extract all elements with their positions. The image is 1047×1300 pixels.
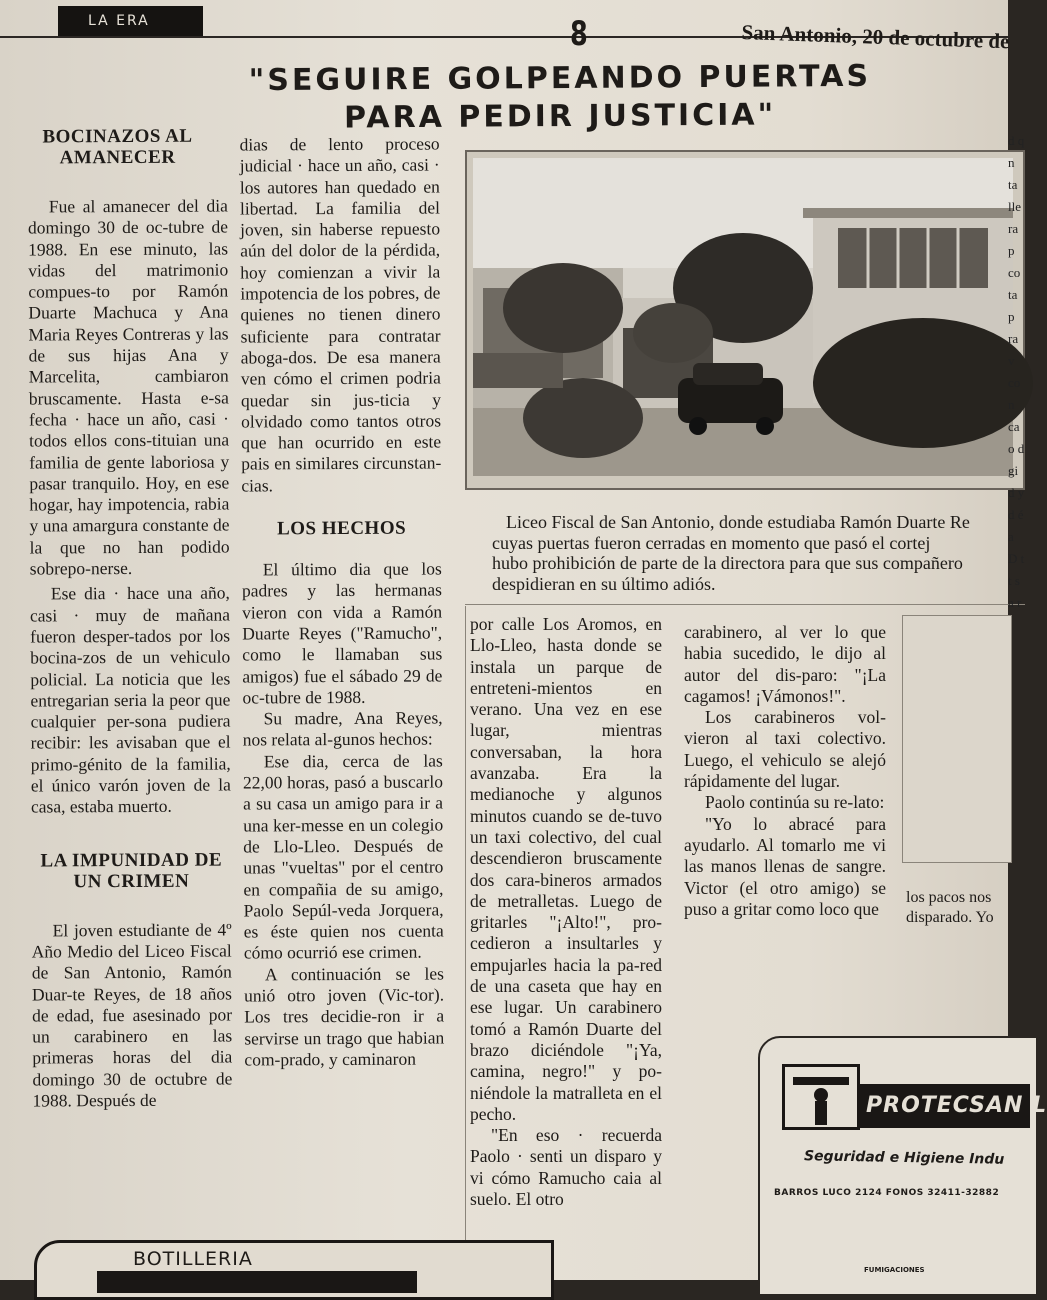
headline-line-2: PARA PEDIR JUSTICIA" [343, 97, 777, 136]
paragraph: El joven estudiante de 4º Año Medio del Liceo Fiscal de San Antonio, Ramón Duar-te Reyes, de 18 años de edad, fue asesinado por un carabinero en las primeras horas del dia domingo 30 de octubre de 1988. Después de [31, 919, 233, 1111]
caption-line: cuyas puertas fueron cerradas en momento que pasó el cortej [492, 532, 931, 553]
subheading-los-hechos: LOS HECHOS [277, 517, 407, 540]
botilleria-label: BOTILLERIA [133, 1248, 253, 1270]
protecsan-services: FUMIGACIONES [864, 1266, 925, 1274]
article-column-3 [470, 614, 662, 1210]
paragraph: carabinero, al ver lo que habia sucedido, le dijo al autor del dis-paro: "¡La cagamos! ¡Vámonos!". [684, 622, 886, 706]
caption-line: Liceo Fiscal de San Antonio, donde estudiaba Ramón Duarte Re [506, 512, 970, 532]
caption-line: hubo prohibición de parte de la directora para que sus compañero [492, 553, 963, 573]
photo-caption [492, 512, 1022, 594]
headline-line-1: "SEGUIRE GOLPEANDO PUERTAS [248, 58, 872, 99]
protecsan-address: BARROS LUCO 2124 FONOS 32411-32882 [774, 1188, 1000, 1198]
column-rule [465, 606, 466, 1266]
paragraph: A continuación se les unió otro joven (Vic-tor). Los tres decidie-ron ir a servirse un trago que habian com-prado, y caminaron [244, 963, 445, 1070]
paragraph: Su madre, Ana Reyes, nos relata al-gunos hechos: [242, 707, 443, 750]
paragraph: Ese dia, cerca de las 22,00 horas, pasó a buscarlo a su casa un amigo para ir a una ker-messe en un colegio de Llo-Lleo. Después de unas "vueltas" por el centro en compañia de su amigo, Paolo Sepúl-veda Jorquera, es éste quien nos cuenta cómo ocurrió ese crimen. [242, 750, 444, 963]
paragraph: dias de lento proceso judicial · hace un año, casi · los autores han quedado en libertad. La familia del joven, sin haberse repuesto aún del dolor de la pérdida, hoy comienzan a vivir la impotencia de los pobres, de quienes no tienen dinero suficiente para contratar aboga-dos. De esa manera ven cómo el crimen podria quedar sin jus-ticia y olvidado como tantos otros que han ocurrido en este pais en similares circunstan-cias. [239, 133, 442, 496]
side-box [902, 615, 1012, 863]
paragraph: Los carabineros vol-vieron al taxi colectivo. Luego, el vehiculo se alejó rápidamente del lugar. [684, 707, 886, 792]
paragraph: por calle Los Aromos, en Llo-Lleo, hasta donde se instala un parque de entreteni-mientos en verano. Una vez en ese lugar, mientras conversaban, la hora avanzaba. Era la medianoche y algunos minutos cuando se de-tuvo un taxi colectivo, del cual descendieron bruscamente dos cara-bineros armados de metralletas. Luego de gritarles "¡Alto!", pro-cedieron a insultarles y empujarles hacia la pa-red de una caseta que hay en ese lugar. Un carabinero tomó a Ramón Duarte del brazo diciéndole "¡Ya, camina, negro!" y po-niéndole la matralleta en el pecho. [470, 614, 662, 1124]
paragraph: Ese dia · hace una año, casi · muy de mañana fueron desper-tados por los bocina-zos de un vehiculo policial. La noticia que les entregarian seria la peor que cualquier per-sona pudiera recibir: les avisaban que el primo-génito de la familia, el único varón joven de la casa, estaba muerto. [29, 582, 231, 817]
paragraph: El último dia que los padres y las hermanas vieron con vida a Ramón Duarte Reyes ("Ramucho", como le llamaban sus amigos) fue el sábado 29 de oc-tubre de 1988. [241, 558, 443, 708]
subheading-impunidad: LA IMPUNIDAD DE UN CRIMEN [40, 849, 223, 892]
protecsan-ad [758, 1036, 1047, 1296]
page-number: 8 [570, 14, 588, 54]
article-column-1 [27, 125, 232, 1111]
caption-line: despidieran en su último adiós. [492, 573, 716, 594]
protecsan-logo [782, 1064, 860, 1130]
person-icon [785, 1067, 857, 1127]
school-building-photo [473, 158, 1013, 476]
protecsan-name: PROTECSAN L [860, 1084, 1030, 1128]
paragraph: "En eso · recuerda Paolo · senti un disparo y vi cómo Ramucho caia al suelo. El otro [470, 1125, 662, 1210]
paragraph: "Yo lo abracé para ayudarlo. Al tomarlo me vi las manos llenas de sangre. Victor (el otro amigo) se puso a gritar como loco que [684, 813, 886, 919]
article-column-5 [906, 888, 1016, 928]
headline [190, 57, 931, 138]
paragraph: Paolo continúa su re-lato: [705, 792, 885, 813]
article-column-2 [240, 133, 445, 1070]
botilleria-ad [34, 1240, 554, 1300]
adjacent-page-strip: d q n ta lle ra p co ta p ra v co n ca o d gi d y d é a D t t s a r [1008, 133, 1025, 610]
paragraph: los pacos nos disparado. Yo [906, 889, 994, 926]
article-column-4 [684, 622, 886, 920]
caption-rule [465, 604, 1025, 605]
photo-frame [465, 150, 1025, 490]
section-name: LA ERA [58, 6, 203, 36]
subheading-bocinazos: BOCINAZOS AL AMANECER [42, 125, 193, 169]
dateline: San Antonio, 20 de octubre de [741, 20, 1010, 54]
paragraph: Fue al amanecer del dia domingo 30 de oc-tubre de 1988. En ese minuto, las vidas del matrimonio compues-to por Ramón Duarte Machuca y Ana Maria Reyes Contreras y las de sus hijas Ana y Marcelita, cambiaron bruscamente. Hasta e-sa fecha · hace un año, casi · todos ellos cons-tituian una familia de gente laboriosa y pasar tranquilo. Hoy, en ese hogar, hay impotencia, rabia y una amargura constante de la que no han podido sobrepo-nerse. [27, 195, 230, 579]
protecsan-tagline: Seguridad e Higiene Indu [803, 1148, 1005, 1168]
botilleria-name-band [97, 1271, 417, 1293]
